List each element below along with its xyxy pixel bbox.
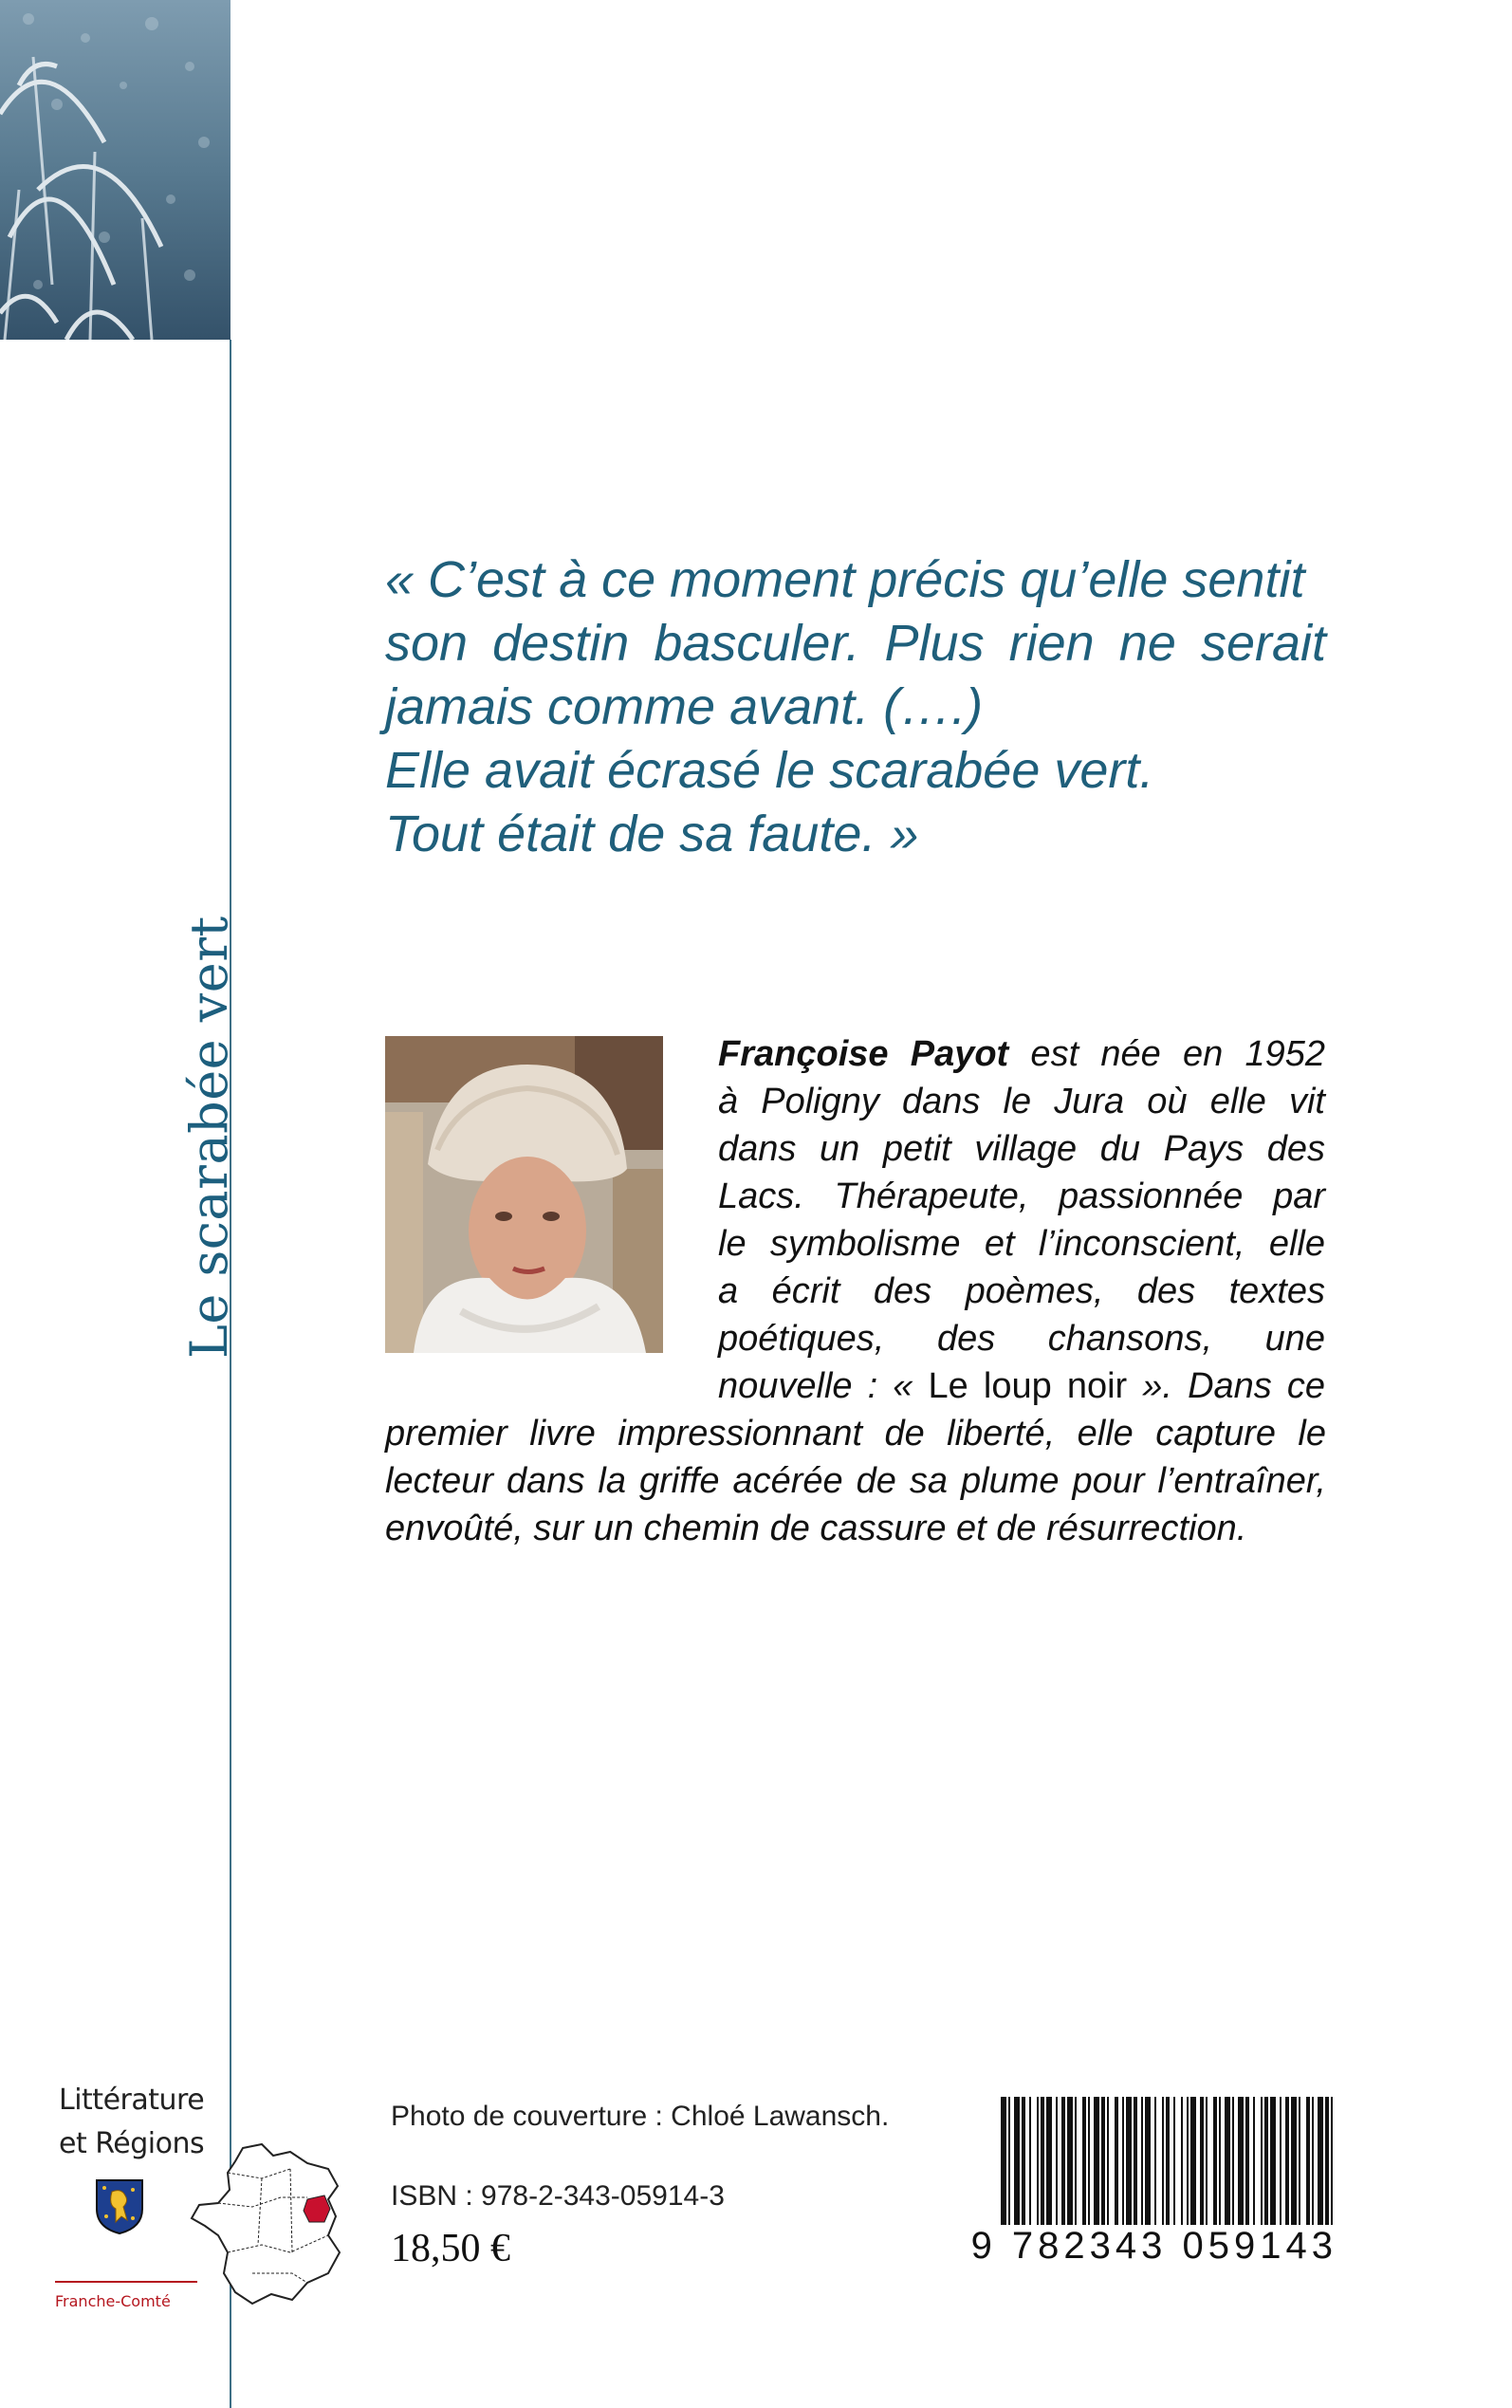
- barcode-bar: [1306, 2097, 1310, 2225]
- barcode-bar: [1029, 2097, 1031, 2225]
- barcode: [949, 2097, 1337, 2269]
- barcode-bar: [1122, 2097, 1124, 2225]
- quote-line: « C’est à ce moment précis qu’elle sentit: [385, 551, 1305, 608]
- barcode-bar: [1318, 2097, 1323, 2225]
- barcode-bar: [1041, 2097, 1044, 2225]
- author-bio-continued: [385, 1410, 1326, 1552]
- barcode-bar: [1022, 2097, 1025, 2225]
- barcode-bar: [1238, 2097, 1244, 2225]
- bio-line: nouvelle : « Le loup noir ». Dans ce: [718, 1366, 1326, 1406]
- barcode-bar: [1225, 2097, 1230, 2225]
- spine-title: Le scarabée vert: [179, 916, 239, 1359]
- barcode-bar: [1107, 2097, 1109, 2225]
- barcode-bar: [1200, 2097, 1204, 2225]
- barcode-bar: [1008, 2097, 1010, 2225]
- region-label: Franche-Comté: [55, 2292, 171, 2310]
- barcode-bar: [1037, 2097, 1039, 2225]
- barcode-bar: [1264, 2097, 1268, 2225]
- barcode-bar: [1206, 2097, 1208, 2225]
- barcode-bar: [1115, 2097, 1118, 2225]
- barcode-bar: [1067, 2097, 1073, 2225]
- bio-line: premier livre impressionnant de liberté, elle capture le: [385, 1414, 1326, 1454]
- barcode-bar: [1075, 2097, 1077, 2225]
- barcode-digits: 9 782343 059143: [970, 2225, 1337, 2267]
- coat-of-arms-icon: [95, 2178, 144, 2235]
- barcode-bar: [1181, 2097, 1183, 2225]
- bio-line: Françoise Payot est née en 1952: [718, 1034, 1325, 1074]
- quote-line: Elle avait écrasé le scarabée vert.: [385, 742, 1154, 799]
- barcode-bar: [1232, 2097, 1234, 2225]
- barcode-bar: [1270, 2097, 1276, 2225]
- barcode-bar: [1082, 2097, 1086, 2225]
- barcode-bar: [1166, 2097, 1170, 2225]
- barcode-bar: [1245, 2097, 1249, 2225]
- barcode-bar: [1061, 2097, 1065, 2225]
- barcode-bar: [1173, 2097, 1175, 2225]
- bio-line: dans un petit village du Pays des: [718, 1129, 1325, 1169]
- barcode-bar: [1056, 2097, 1058, 2225]
- bio-line: Lacs. Thérapeute, passionnée par: [718, 1176, 1325, 1216]
- barcode-bar: [1141, 2097, 1143, 2225]
- quote-line: jamais comme avant. (….): [385, 678, 984, 735]
- bio-line: lecteur dans la griffe acérée de sa plume pour l’entraîner,: [385, 1461, 1326, 1501]
- bio-line: poétiques, des chansons, une: [718, 1319, 1325, 1359]
- barcode-bar: [1134, 2097, 1137, 2225]
- collection-logo: [55, 2084, 368, 2321]
- barcode-bar: [1001, 2097, 1006, 2225]
- barcode-bar: [1213, 2097, 1217, 2225]
- author-bio: [718, 1030, 1325, 1410]
- quote-line: Tout était de sa faute. »: [385, 806, 919, 862]
- france-map-icon: [186, 2140, 366, 2311]
- logo-line-1: Littérature: [59, 2084, 205, 2117]
- barcode-bar: [1190, 2097, 1196, 2225]
- bio-line: à Poligny dans le Jura où elle vit: [718, 1082, 1325, 1121]
- barcode-bar: [1094, 2097, 1099, 2225]
- barcode-bar: [1331, 2097, 1333, 2225]
- isbn: ISBN : 978-2-343-05914-3: [391, 2180, 725, 2212]
- nouvelle-title: Le loup noir: [928, 1366, 1128, 1406]
- barcode-bar: [1291, 2097, 1297, 2225]
- barcode-bar: [1285, 2097, 1289, 2225]
- author-name: Françoise Payot: [718, 1034, 1009, 1074]
- author-portrait: [385, 1036, 663, 1353]
- barcode-bar: [1219, 2097, 1221, 2225]
- bio-line: le symbolisme et l’inconscient, elle: [718, 1224, 1325, 1264]
- logo-line-2: et Régions: [59, 2127, 205, 2160]
- barcode-bar: [1014, 2097, 1020, 2225]
- price: 18,50 €: [391, 2227, 510, 2270]
- photo-credit: Photo de couverture : Chloé Lawansch.: [391, 2101, 890, 2132]
- barcode-bar: [1187, 2097, 1189, 2225]
- barcode-bar: [1261, 2097, 1263, 2225]
- back-cover-quote: [385, 548, 1334, 866]
- barcode-bar: [1145, 2097, 1151, 2225]
- bio-line: envoûté, sur un chemin de cassure et de résurrection.: [385, 1509, 1247, 1548]
- barcode-bar: [1325, 2097, 1329, 2225]
- barcode-bar: [1088, 2097, 1090, 2225]
- barcode-bar: [1253, 2097, 1255, 2225]
- barcode-bar: [1126, 2097, 1132, 2225]
- barcode-bar: [1312, 2097, 1314, 2225]
- logo-rule: [55, 2281, 197, 2283]
- barcode-bar: [1046, 2097, 1052, 2225]
- barcode-bar: [1162, 2097, 1164, 2225]
- barcode-bars: [949, 2097, 1337, 2225]
- barcode-bar: [1280, 2097, 1282, 2225]
- barcode-bar: [1154, 2097, 1156, 2225]
- cover-photo-frost: [0, 0, 230, 340]
- barcode-bar: [1299, 2097, 1300, 2225]
- barcode-bar: [1101, 2097, 1105, 2225]
- quote-line: son destin basculer. Plus rien ne serait: [385, 615, 1326, 672]
- bio-line: a écrit des poèmes, des textes: [718, 1271, 1325, 1311]
- franche-comte-highlight: [304, 2195, 330, 2222]
